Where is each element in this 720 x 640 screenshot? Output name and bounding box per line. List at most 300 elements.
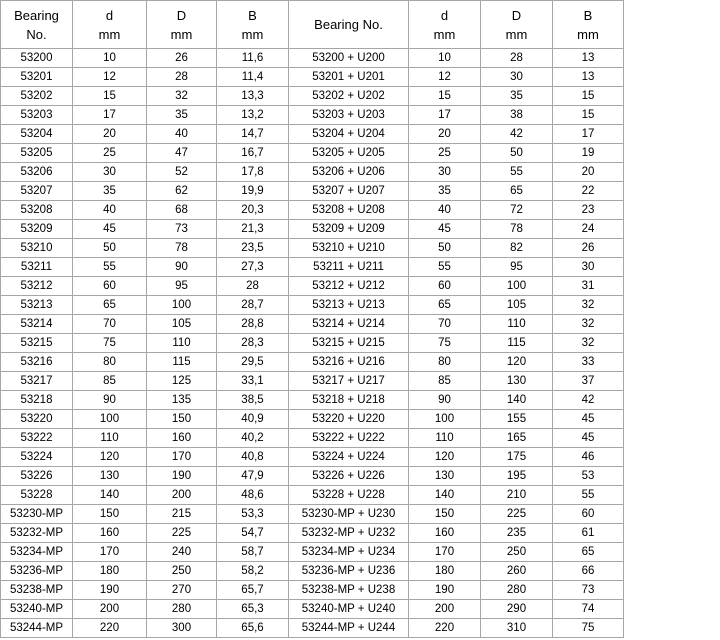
cell-ring-outer-d-mm: 310 [481,619,553,638]
cell-ring-outer-d-mm: 195 [481,467,553,486]
cell-ring-d-mm: 70 [409,315,481,334]
cell-outer-d-mm: 73 [147,220,217,239]
cell-bearing-no: 53216 [1,353,73,372]
cell-ring-outer-d-mm: 35 [481,87,553,106]
cell-ring-outer-d-mm: 235 [481,524,553,543]
table-row [1,429,624,448]
cell-bearing-no: 53234-MP [1,543,73,562]
cell-b-mm: 40,9 [217,410,289,429]
cell-bearing-no: 53240-MP [1,600,73,619]
cell-bearing-no: 53201 [1,68,73,87]
cell-ring-d-mm: 120 [409,448,481,467]
cell-bearing-no-with-seat-ring: 53212 + U212 [289,277,409,296]
cell-outer-d-mm: 215 [147,505,217,524]
cell-outer-d-mm: 35 [147,106,217,125]
cell-bearing-no-with-seat-ring: 53200 + U200 [289,49,409,68]
cell-bearing-no: 53226 [1,467,73,486]
cell-b-mm: 13,3 [217,87,289,106]
column-header-line: mm [241,26,264,42]
column-header-line: Bearing [14,7,59,23]
cell-ring-d-mm: 17 [409,106,481,125]
column-header-line: D [176,7,187,23]
cell-ring-d-mm: 160 [409,524,481,543]
cell-ring-outer-d-mm: 225 [481,505,553,524]
column-header-ring-outer-d-mm [481,1,553,49]
cell-b-mm: 54,7 [217,524,289,543]
cell-ring-d-mm: 15 [409,87,481,106]
table-row [1,258,624,277]
cell-bearing-no: 53209 [1,220,73,239]
column-header-ring-b-mm [553,1,624,49]
table-row [1,448,624,467]
cell-outer-d-mm: 40 [147,125,217,144]
column-header-line: B [248,7,257,23]
cell-bearing-no: 53208 [1,201,73,220]
cell-bearing-no: 53244-MP [1,619,73,638]
cell-bearing-no: 53232-MP [1,524,73,543]
cell-b-mm: 65,7 [217,581,289,600]
cell-bearing-no-with-seat-ring: 53205 + U205 [289,144,409,163]
cell-bearing-no-with-seat-ring: 53234-MP + U234 [289,543,409,562]
cell-bearing-no: 53205 [1,144,73,163]
table-row [1,296,624,315]
cell-bearing-no-with-seat-ring: 53204 + U204 [289,125,409,144]
cell-ring-b-mm: 55 [553,486,624,505]
cell-ring-outer-d-mm: 30 [481,68,553,87]
cell-b-mm: 58,2 [217,562,289,581]
cell-b-mm: 23,5 [217,239,289,258]
cell-bearing-no: 53212 [1,277,73,296]
cell-bearing-no: 53200 [1,49,73,68]
cell-b-mm: 53,3 [217,505,289,524]
cell-ring-b-mm: 66 [553,562,624,581]
table-row [1,486,624,505]
cell-bearing-no-with-seat-ring: 53218 + U218 [289,391,409,410]
table-row [1,353,624,372]
cell-b-mm: 65,3 [217,600,289,619]
cell-bearing-no: 53222 [1,429,73,448]
cell-b-mm: 47,9 [217,467,289,486]
cell-d-mm: 70 [73,315,147,334]
table-row [1,239,624,258]
cell-ring-b-mm: 26 [553,239,624,258]
cell-b-mm: 65,6 [217,619,289,638]
column-header-line: mm [98,26,121,42]
table-row [1,334,624,353]
cell-outer-d-mm: 47 [147,144,217,163]
cell-d-mm: 170 [73,543,147,562]
cell-ring-d-mm: 220 [409,619,481,638]
cell-ring-b-mm: 46 [553,448,624,467]
cell-bearing-no-with-seat-ring: 53216 + U216 [289,353,409,372]
column-header-line: mm [577,26,599,42]
cell-ring-outer-d-mm: 42 [481,125,553,144]
cell-ring-d-mm: 50 [409,239,481,258]
cell-bearing-no-with-seat-ring: 53226 + U226 [289,467,409,486]
cell-outer-d-mm: 28 [147,68,217,87]
table-row [1,562,624,581]
cell-outer-d-mm: 68 [147,201,217,220]
column-header-line: No. [26,26,47,42]
cell-ring-outer-d-mm: 82 [481,239,553,258]
cell-ring-outer-d-mm: 28 [481,49,553,68]
cell-ring-b-mm: 75 [553,619,624,638]
cell-ring-outer-d-mm: 78 [481,220,553,239]
cell-d-mm: 45 [73,220,147,239]
column-header-outer-d-mm [147,1,217,49]
column-header-bearing-no [1,1,73,49]
cell-ring-outer-d-mm: 50 [481,144,553,163]
cell-b-mm: 28 [217,277,289,296]
cell-d-mm: 12 [73,68,147,87]
cell-outer-d-mm: 250 [147,562,217,581]
cell-ring-b-mm: 74 [553,600,624,619]
cell-ring-outer-d-mm: 290 [481,600,553,619]
cell-outer-d-mm: 200 [147,486,217,505]
cell-outer-d-mm: 26 [147,49,217,68]
cell-ring-d-mm: 12 [409,68,481,87]
cell-ring-b-mm: 15 [553,106,624,125]
cell-bearing-no-with-seat-ring: 53222 + U222 [289,429,409,448]
cell-b-mm: 28,3 [217,334,289,353]
cell-bearing-no-with-seat-ring: 53210 + U210 [289,239,409,258]
table-row [1,543,624,562]
cell-ring-d-mm: 180 [409,562,481,581]
cell-ring-b-mm: 31 [553,277,624,296]
cell-d-mm: 20 [73,125,147,144]
cell-outer-d-mm: 270 [147,581,217,600]
cell-ring-b-mm: 30 [553,258,624,277]
cell-bearing-no-with-seat-ring: 53240-MP + U240 [289,600,409,619]
cell-ring-outer-d-mm: 280 [481,581,553,600]
cell-ring-d-mm: 80 [409,353,481,372]
cell-ring-b-mm: 45 [553,410,624,429]
cell-ring-outer-d-mm: 38 [481,106,553,125]
cell-ring-b-mm: 65 [553,543,624,562]
cell-outer-d-mm: 78 [147,239,217,258]
cell-bearing-no: 53214 [1,315,73,334]
table-row [1,467,624,486]
column-header-bearing-no-with-seat-ring [289,1,409,49]
cell-b-mm: 17,8 [217,163,289,182]
cell-ring-outer-d-mm: 140 [481,391,553,410]
cell-outer-d-mm: 225 [147,524,217,543]
table-row [1,125,624,144]
table-row [1,277,624,296]
cell-bearing-no: 53228 [1,486,73,505]
column-header-line: B [583,7,593,23]
cell-d-mm: 15 [73,87,147,106]
cell-outer-d-mm: 150 [147,410,217,429]
table-row [1,220,624,239]
cell-outer-d-mm: 125 [147,372,217,391]
cell-b-mm: 28,7 [217,296,289,315]
cell-outer-d-mm: 105 [147,315,217,334]
cell-ring-outer-d-mm: 175 [481,448,553,467]
cell-b-mm: 14,7 [217,125,289,144]
cell-d-mm: 180 [73,562,147,581]
cell-ring-d-mm: 40 [409,201,481,220]
cell-b-mm: 40,8 [217,448,289,467]
cell-outer-d-mm: 280 [147,600,217,619]
cell-ring-b-mm: 17 [553,125,624,144]
table-row [1,600,624,619]
cell-ring-b-mm: 13 [553,68,624,87]
cell-bearing-no-with-seat-ring: 53202 + U202 [289,87,409,106]
cell-ring-outer-d-mm: 155 [481,410,553,429]
column-header-ring-d-mm [409,1,481,49]
cell-b-mm: 11,6 [217,49,289,68]
cell-d-mm: 120 [73,448,147,467]
cell-bearing-no: 53217 [1,372,73,391]
table-row [1,106,624,125]
cell-ring-b-mm: 24 [553,220,624,239]
cell-d-mm: 150 [73,505,147,524]
table-row [1,182,624,201]
cell-ring-b-mm: 19 [553,144,624,163]
cell-bearing-no-with-seat-ring: 53215 + U215 [289,334,409,353]
column-header-line: d [105,7,114,23]
cell-ring-b-mm: 32 [553,315,624,334]
column-header-line: mm [505,26,528,42]
cell-ring-b-mm: 32 [553,334,624,353]
column-header-b-mm [217,1,289,49]
cell-ring-outer-d-mm: 55 [481,163,553,182]
cell-ring-b-mm: 32 [553,296,624,315]
cell-ring-outer-d-mm: 165 [481,429,553,448]
cell-d-mm: 190 [73,581,147,600]
cell-outer-d-mm: 110 [147,334,217,353]
cell-ring-b-mm: 73 [553,581,624,600]
header-row [1,1,624,49]
cell-ring-outer-d-mm: 100 [481,277,553,296]
cell-ring-d-mm: 55 [409,258,481,277]
cell-outer-d-mm: 100 [147,296,217,315]
cell-ring-b-mm: 13 [553,49,624,68]
cell-bearing-no: 53210 [1,239,73,258]
column-header-line: mm [433,26,456,42]
cell-ring-outer-d-mm: 210 [481,486,553,505]
cell-outer-d-mm: 52 [147,163,217,182]
cell-ring-b-mm: 22 [553,182,624,201]
cell-bearing-no: 53238-MP [1,581,73,600]
cell-outer-d-mm: 240 [147,543,217,562]
cell-ring-d-mm: 85 [409,372,481,391]
cell-ring-d-mm: 20 [409,125,481,144]
cell-bearing-no-with-seat-ring: 53213 + U213 [289,296,409,315]
cell-ring-d-mm: 140 [409,486,481,505]
cell-ring-d-mm: 200 [409,600,481,619]
cell-bearing-no: 53204 [1,125,73,144]
cell-ring-outer-d-mm: 65 [481,182,553,201]
cell-b-mm: 19,9 [217,182,289,201]
column-header-line: Bearing No. [314,17,383,32]
table-row [1,201,624,220]
cell-ring-outer-d-mm: 130 [481,372,553,391]
cell-bearing-no-with-seat-ring: 53228 + U228 [289,486,409,505]
cell-ring-outer-d-mm: 105 [481,296,553,315]
cell-outer-d-mm: 62 [147,182,217,201]
cell-ring-b-mm: 42 [553,391,624,410]
cell-ring-d-mm: 100 [409,410,481,429]
cell-bearing-no-with-seat-ring: 53206 + U206 [289,163,409,182]
cell-outer-d-mm: 32 [147,87,217,106]
cell-ring-outer-d-mm: 95 [481,258,553,277]
cell-d-mm: 100 [73,410,147,429]
cell-ring-b-mm: 61 [553,524,624,543]
table-row [1,68,624,87]
cell-outer-d-mm: 90 [147,258,217,277]
cell-b-mm: 16,7 [217,144,289,163]
cell-outer-d-mm: 170 [147,448,217,467]
cell-bearing-no: 53218 [1,391,73,410]
cell-b-mm: 40,2 [217,429,289,448]
table-row [1,524,624,543]
cell-bearing-no: 53236-MP [1,562,73,581]
cell-d-mm: 35 [73,182,147,201]
cell-ring-outer-d-mm: 250 [481,543,553,562]
table-row [1,410,624,429]
cell-outer-d-mm: 135 [147,391,217,410]
table-row [1,163,624,182]
cell-outer-d-mm: 190 [147,467,217,486]
cell-b-mm: 38,5 [217,391,289,410]
cell-d-mm: 17 [73,106,147,125]
cell-ring-d-mm: 75 [409,334,481,353]
cell-ring-b-mm: 15 [553,87,624,106]
cell-ring-outer-d-mm: 120 [481,353,553,372]
cell-b-mm: 58,7 [217,543,289,562]
cell-ring-b-mm: 37 [553,372,624,391]
cell-ring-b-mm: 60 [553,505,624,524]
cell-ring-d-mm: 170 [409,543,481,562]
table-row [1,619,624,638]
cell-b-mm: 27,3 [217,258,289,277]
cell-bearing-no-with-seat-ring: 53209 + U209 [289,220,409,239]
cell-ring-outer-d-mm: 72 [481,201,553,220]
cell-bearing-no-with-seat-ring: 53230-MP + U230 [289,505,409,524]
cell-ring-b-mm: 33 [553,353,624,372]
cell-d-mm: 50 [73,239,147,258]
cell-bearing-no-with-seat-ring: 53201 + U201 [289,68,409,87]
cell-outer-d-mm: 115 [147,353,217,372]
cell-bearing-no: 53215 [1,334,73,353]
cell-ring-d-mm: 130 [409,467,481,486]
cell-b-mm: 29,5 [217,353,289,372]
cell-d-mm: 110 [73,429,147,448]
cell-d-mm: 140 [73,486,147,505]
cell-ring-b-mm: 23 [553,201,624,220]
cell-b-mm: 21,3 [217,220,289,239]
cell-outer-d-mm: 160 [147,429,217,448]
cell-ring-b-mm: 45 [553,429,624,448]
cell-d-mm: 65 [73,296,147,315]
cell-ring-d-mm: 190 [409,581,481,600]
cell-bearing-no-with-seat-ring: 53208 + U208 [289,201,409,220]
cell-ring-d-mm: 110 [409,429,481,448]
cell-bearing-no-with-seat-ring: 53217 + U217 [289,372,409,391]
cell-d-mm: 200 [73,600,147,619]
cell-b-mm: 28,8 [217,315,289,334]
column-header-line: D [511,7,522,23]
cell-ring-outer-d-mm: 260 [481,562,553,581]
table-row [1,505,624,524]
cell-bearing-no-with-seat-ring: 53232-MP + U232 [289,524,409,543]
cell-ring-outer-d-mm: 110 [481,315,553,334]
cell-bearing-no-with-seat-ring: 53244-MP + U244 [289,619,409,638]
cell-bearing-no-with-seat-ring: 53224 + U224 [289,448,409,467]
cell-d-mm: 10 [73,49,147,68]
cell-ring-d-mm: 90 [409,391,481,410]
table-row [1,581,624,600]
cell-ring-d-mm: 65 [409,296,481,315]
cell-d-mm: 220 [73,619,147,638]
cell-ring-d-mm: 150 [409,505,481,524]
table-row [1,144,624,163]
cell-ring-d-mm: 10 [409,49,481,68]
cell-d-mm: 25 [73,144,147,163]
cell-bearing-no: 53224 [1,448,73,467]
cell-b-mm: 48,6 [217,486,289,505]
cell-b-mm: 20,3 [217,201,289,220]
cell-b-mm: 33,1 [217,372,289,391]
column-header-line: d [440,7,449,23]
cell-bearing-no: 53207 [1,182,73,201]
cell-ring-d-mm: 60 [409,277,481,296]
cell-bearing-no: 53206 [1,163,73,182]
cell-bearing-no-with-seat-ring: 53236-MP + U236 [289,562,409,581]
cell-bearing-no: 53203 [1,106,73,125]
cell-bearing-no-with-seat-ring: 53220 + U220 [289,410,409,429]
cell-ring-d-mm: 25 [409,144,481,163]
cell-ring-d-mm: 35 [409,182,481,201]
table-body [1,49,624,638]
table-row [1,372,624,391]
cell-d-mm: 30 [73,163,147,182]
cell-d-mm: 80 [73,353,147,372]
column-header-d-mm [73,1,147,49]
cell-bearing-no-with-seat-ring: 53207 + U207 [289,182,409,201]
cell-d-mm: 75 [73,334,147,353]
cell-b-mm: 11,4 [217,68,289,87]
column-header-line: mm [170,26,193,42]
cell-d-mm: 40 [73,201,147,220]
cell-d-mm: 60 [73,277,147,296]
cell-d-mm: 85 [73,372,147,391]
cell-ring-d-mm: 30 [409,163,481,182]
table-row [1,49,624,68]
cell-ring-d-mm: 45 [409,220,481,239]
cell-bearing-no-with-seat-ring: 53238-MP + U238 [289,581,409,600]
cell-bearing-no-with-seat-ring: 53211 + U211 [289,258,409,277]
table-row [1,391,624,410]
cell-bearing-no: 53230-MP [1,505,73,524]
cell-b-mm: 13,2 [217,106,289,125]
cell-bearing-no-with-seat-ring: 53214 + U214 [289,315,409,334]
table-header [1,1,624,49]
cell-outer-d-mm: 95 [147,277,217,296]
cell-bearing-no: 53213 [1,296,73,315]
cell-bearing-no-with-seat-ring: 53203 + U203 [289,106,409,125]
cell-bearing-no: 53202 [1,87,73,106]
table-row [1,315,624,334]
cell-d-mm: 55 [73,258,147,277]
cell-d-mm: 160 [73,524,147,543]
cell-outer-d-mm: 300 [147,619,217,638]
cell-bearing-no: 53211 [1,258,73,277]
table-row [1,87,624,106]
cell-bearing-no: 53220 [1,410,73,429]
